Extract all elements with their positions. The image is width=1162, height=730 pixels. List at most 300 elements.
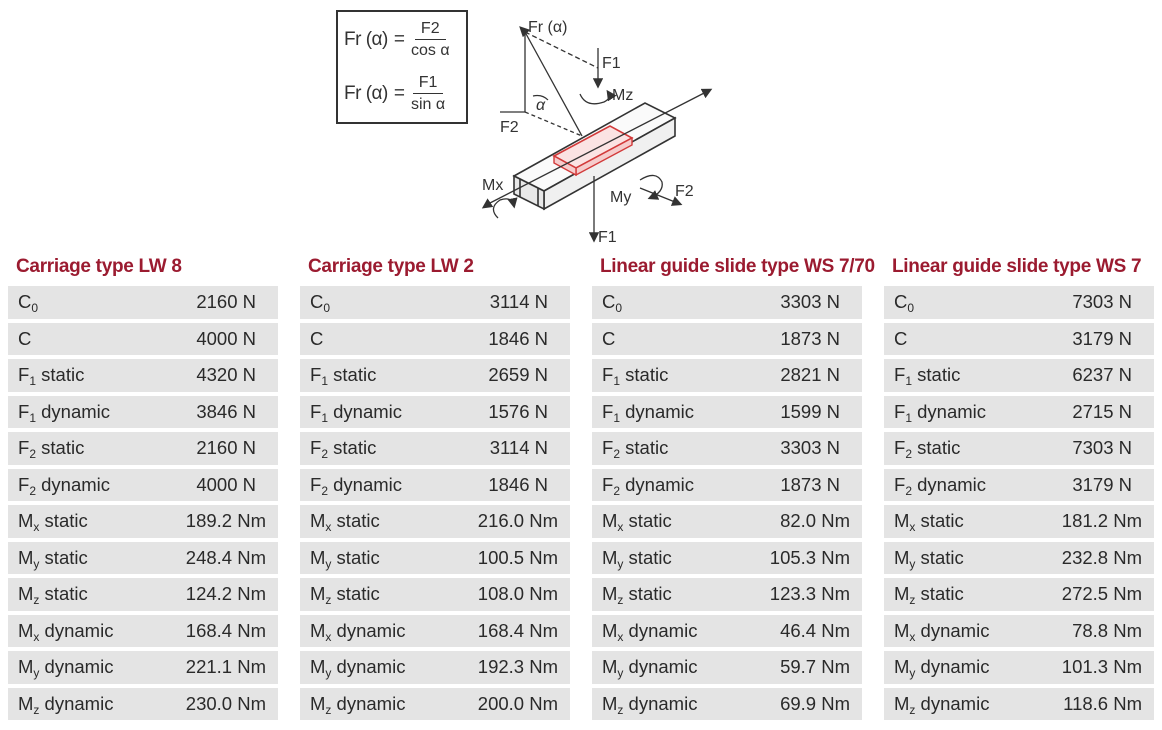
- label-qualifier: static: [620, 364, 669, 386]
- label-symbol: M: [310, 656, 326, 678]
- mz-rotation-arrow: [580, 92, 609, 104]
- label-subscript: 1: [29, 410, 36, 425]
- row-label: [300, 620, 450, 642]
- row-label: [592, 656, 742, 681]
- table-row: [884, 323, 1154, 356]
- label-subscript: y: [33, 556, 40, 571]
- label-qualifier: static: [328, 364, 377, 386]
- column-title: Carriage type LW 2: [308, 256, 474, 277]
- label-subscript: 2: [613, 483, 620, 498]
- row-label: [884, 364, 1034, 389]
- label-symbol: M: [602, 619, 618, 641]
- table-row: [8, 688, 278, 721]
- row-label: [8, 583, 158, 608]
- label-symbol: M: [18, 583, 34, 605]
- table-row: [884, 432, 1154, 465]
- row-label: [8, 620, 158, 642]
- row-label: [592, 547, 742, 569]
- table-row: [592, 359, 862, 392]
- row-value: 1873 N: [780, 327, 840, 349]
- row-label: [884, 656, 1034, 681]
- row-label: [300, 328, 450, 350]
- table-row: [300, 688, 570, 721]
- label-symbol: C: [18, 327, 32, 349]
- row-value: 3114 N: [489, 437, 548, 459]
- formula-lhs: Fr (α): [344, 29, 388, 50]
- table-row: [884, 469, 1154, 502]
- label-subscript: 1: [613, 374, 620, 389]
- row-label: [8, 291, 158, 316]
- row-label: [8, 437, 158, 462]
- row-label: [8, 547, 158, 569]
- table-row: [300, 359, 570, 392]
- label-symbol: M: [310, 510, 326, 532]
- label-qualifier: static: [36, 364, 85, 386]
- label-qualifier: static: [331, 583, 380, 605]
- label-qualifier: static: [915, 583, 964, 605]
- row-label: [8, 364, 158, 389]
- label-symbol: C: [602, 327, 616, 349]
- label-subscript: 2: [321, 447, 328, 462]
- label-qualifier: dynamic: [328, 473, 403, 495]
- label-subscript: x: [325, 629, 332, 644]
- table-row: [8, 469, 278, 502]
- label-symbol: M: [894, 583, 910, 605]
- row-label: [300, 510, 450, 535]
- label-subscript: y: [325, 666, 332, 681]
- label-symbol: M: [310, 546, 326, 568]
- label-subscript: 0: [31, 301, 39, 316]
- label-subscript: x: [33, 520, 40, 535]
- label-symbol: C: [310, 327, 324, 349]
- table-row: [8, 432, 278, 465]
- row-label: [592, 510, 742, 535]
- label-alpha: α: [536, 97, 546, 114]
- label-f1-top: F1: [602, 55, 621, 72]
- spec-column: [300, 254, 570, 724]
- label-symbol: F: [602, 364, 614, 386]
- fraction: [411, 74, 445, 114]
- label-symbol: M: [602, 546, 618, 568]
- row-value: 1599 N: [780, 400, 840, 422]
- row-value: 4000 N: [196, 473, 256, 495]
- label-subscript: 2: [29, 483, 36, 498]
- label-symbol: F: [310, 437, 322, 459]
- label-subscript: 1: [29, 374, 36, 389]
- label-qualifier: dynamic: [331, 619, 406, 641]
- label-qualifier: static: [39, 583, 88, 605]
- label-qualifier: dynamic: [912, 473, 987, 495]
- row-value: 2821 N: [780, 364, 840, 386]
- row-label: [884, 474, 1034, 496]
- table-row: [884, 651, 1154, 684]
- row-value: 4320 N: [196, 364, 256, 386]
- table-row: [592, 323, 862, 356]
- table-row: [592, 396, 862, 429]
- label-subscript: z: [909, 702, 916, 717]
- row-value: 108.0 Nm: [477, 583, 558, 605]
- label-symbol: M: [602, 692, 618, 714]
- label-qualifier: dynamic: [620, 400, 695, 422]
- row-label: [8, 474, 158, 496]
- row-label: [884, 547, 1034, 569]
- label-subscript: y: [909, 666, 916, 681]
- label-qualifier: dynamic: [915, 619, 990, 641]
- table-row: [884, 505, 1154, 538]
- row-label: [300, 437, 450, 462]
- label-qualifier: dynamic: [912, 400, 987, 422]
- row-value: 216.0 Nm: [477, 510, 558, 532]
- column-title: Carriage type LW 8: [16, 256, 182, 277]
- label-mx: Mx: [482, 177, 504, 194]
- row-label: [592, 620, 742, 642]
- table-row: [592, 651, 862, 684]
- label-qualifier: static: [39, 546, 88, 568]
- row-label: [592, 474, 742, 496]
- row-value: 181.2 Nm: [1061, 510, 1142, 532]
- table-row: [300, 542, 570, 575]
- table-row: [300, 396, 570, 429]
- label-my: My: [610, 189, 632, 206]
- row-value: 230.0 Nm: [185, 692, 266, 714]
- row-label: [300, 364, 450, 389]
- table-row: [8, 651, 278, 684]
- label-symbol: M: [894, 692, 910, 714]
- row-label: [8, 510, 158, 535]
- label-symbol: M: [310, 583, 326, 605]
- row-value: 118.6 Nm: [1063, 692, 1142, 714]
- row-value: 3303 N: [780, 437, 840, 459]
- label-subscript: 1: [613, 410, 620, 425]
- label-qualifier: static: [328, 437, 377, 459]
- table-row: [592, 615, 862, 648]
- label-subscript: x: [617, 520, 624, 535]
- table-row: [300, 615, 570, 648]
- row-label: [8, 328, 158, 350]
- table-row: [884, 615, 1154, 648]
- row-label: [300, 291, 450, 316]
- label-qualifier: static: [620, 437, 669, 459]
- formula-line-cos: [344, 16, 462, 64]
- label-subscript: x: [909, 629, 916, 644]
- label-symbol: F: [894, 473, 906, 495]
- table-row: [8, 505, 278, 538]
- table-row: [884, 542, 1154, 575]
- label-qualifier: dynamic: [39, 656, 114, 678]
- row-label: [884, 620, 1034, 642]
- row-value: 124.2 Nm: [185, 583, 266, 605]
- label-symbol: F: [602, 437, 614, 459]
- label-subscript: 0: [323, 301, 331, 316]
- fraction: [411, 20, 450, 60]
- table-row: [884, 359, 1154, 392]
- label-subscript: z: [33, 702, 40, 717]
- table-row: [300, 432, 570, 465]
- row-value: 69.9 Nm: [780, 692, 850, 714]
- row-value: 2715 N: [1072, 400, 1132, 422]
- label-qualifier: dynamic: [620, 473, 695, 495]
- row-value: 100.5 Nm: [477, 546, 558, 568]
- label-subscript: z: [325, 702, 332, 717]
- table-row: [300, 505, 570, 538]
- row-value: 2160 N: [196, 437, 256, 459]
- fraction-numerator: F1: [413, 74, 444, 94]
- table-row: [592, 578, 862, 611]
- table-row: [300, 578, 570, 611]
- label-symbol: M: [18, 619, 34, 641]
- row-label: [884, 693, 1034, 715]
- row-label: [300, 401, 450, 423]
- label-symbol: F: [310, 473, 322, 495]
- table-row: [8, 359, 278, 392]
- table-row: [8, 396, 278, 429]
- label-qualifier: static: [912, 437, 961, 459]
- row-label: [8, 401, 158, 423]
- label-symbol: F: [310, 364, 322, 386]
- table-row: [300, 469, 570, 502]
- label-symbol: F: [602, 473, 614, 495]
- table-row: [592, 505, 862, 538]
- row-label: [300, 547, 450, 569]
- label-qualifier: dynamic: [331, 656, 406, 678]
- equals-sign: =: [393, 83, 405, 104]
- label-qualifier: static: [915, 546, 964, 568]
- label-subscript: x: [617, 629, 624, 644]
- row-value: 1873 N: [780, 473, 840, 495]
- table-row: [884, 578, 1154, 611]
- row-value: 3179 N: [1072, 327, 1132, 349]
- label-subscript: 1: [321, 374, 328, 389]
- label-subscript: 1: [905, 410, 912, 425]
- table-row: [884, 396, 1154, 429]
- label-qualifier: dynamic: [915, 656, 990, 678]
- row-value: 168.4 Nm: [477, 619, 558, 641]
- label-subscript: z: [909, 593, 916, 608]
- label-subscript: y: [325, 556, 332, 571]
- label-qualifier: dynamic: [328, 400, 403, 422]
- row-value: 2160 N: [196, 291, 256, 313]
- label-subscript: z: [617, 702, 624, 717]
- table-row: [884, 688, 1154, 721]
- label-qualifier: dynamic: [623, 692, 698, 714]
- label-subscript: x: [33, 629, 40, 644]
- label-qualifier: static: [36, 437, 85, 459]
- label-symbol: M: [602, 510, 618, 532]
- row-value: 2659 N: [488, 364, 548, 386]
- label-qualifier: dynamic: [331, 692, 406, 714]
- row-value: 123.3 Nm: [769, 583, 850, 605]
- label-symbol: M: [894, 619, 910, 641]
- row-label: [884, 437, 1034, 462]
- label-subscript: z: [617, 593, 624, 608]
- table-row: [8, 286, 278, 319]
- table-row: [8, 578, 278, 611]
- row-label: [592, 364, 742, 389]
- label-symbol: M: [18, 656, 34, 678]
- row-label: [300, 583, 450, 608]
- label-symbol: F: [310, 400, 322, 422]
- label-qualifier: static: [331, 546, 380, 568]
- spec-column: [884, 254, 1154, 724]
- table-row: [300, 651, 570, 684]
- fraction-denominator: cos α: [410, 42, 450, 59]
- row-value: 4000 N: [196, 327, 256, 349]
- row-label: [884, 583, 1034, 608]
- label-symbol: C: [18, 291, 32, 313]
- label-qualifier: static: [623, 510, 672, 532]
- label-qualifier: static: [623, 583, 672, 605]
- label-subscript: 1: [905, 374, 912, 389]
- label-subscript: 2: [29, 447, 36, 462]
- row-value: 1846 N: [488, 473, 548, 495]
- row-label: [884, 291, 1034, 316]
- table-row: [8, 323, 278, 356]
- row-value: 248.4 Nm: [185, 546, 266, 568]
- label-symbol: C: [894, 291, 908, 313]
- row-value: 3179 N: [1072, 473, 1132, 495]
- label-qualifier: static: [623, 546, 672, 568]
- label-subscript: x: [909, 520, 916, 535]
- label-subscript: 2: [613, 447, 620, 462]
- spec-column: [592, 254, 875, 724]
- row-value: 3846 N: [196, 400, 256, 422]
- row-label: [884, 328, 1034, 350]
- formula-box: [336, 10, 468, 124]
- table-row: [592, 286, 862, 319]
- label-subscript: 2: [321, 483, 328, 498]
- table-row: [8, 542, 278, 575]
- label-qualifier: dynamic: [623, 619, 698, 641]
- label-symbol: C: [602, 291, 616, 313]
- label-symbol: F: [18, 364, 30, 386]
- label-symbol: F: [894, 364, 906, 386]
- label-subscript: y: [617, 556, 624, 571]
- label-subscript: z: [325, 593, 332, 608]
- row-label: [884, 401, 1034, 423]
- label-fr: Fr (α): [528, 19, 568, 36]
- label-symbol: M: [18, 692, 34, 714]
- label-qualifier: dynamic: [39, 619, 114, 641]
- label-f1-bottom: F1: [598, 229, 617, 246]
- row-value: 232.8 Nm: [1061, 546, 1142, 568]
- row-label: [300, 693, 450, 715]
- row-value: 272.5 Nm: [1061, 583, 1142, 605]
- label-qualifier: dynamic: [36, 473, 111, 495]
- label-symbol: C: [894, 327, 908, 349]
- label-symbol: F: [18, 473, 30, 495]
- label-qualifier: dynamic: [39, 692, 114, 714]
- table-row: [592, 432, 862, 465]
- spec-column: [8, 254, 278, 724]
- label-symbol: F: [18, 437, 30, 459]
- row-label: [884, 510, 1034, 535]
- label-symbol: M: [894, 656, 910, 678]
- label-qualifier: dynamic: [623, 656, 698, 678]
- row-value: 1846 N: [488, 327, 548, 349]
- label-symbol: M: [310, 692, 326, 714]
- label-subscript: z: [33, 593, 40, 608]
- label-qualifier: dynamic: [36, 400, 111, 422]
- spec-table: [8, 286, 278, 720]
- label-symbol: F: [894, 437, 906, 459]
- label-subscript: 2: [905, 483, 912, 498]
- row-label: [592, 328, 742, 350]
- row-value: 7303 N: [1072, 291, 1132, 313]
- row-label: [592, 291, 742, 316]
- row-value: 101.3 Nm: [1061, 656, 1142, 678]
- label-subscript: y: [33, 666, 40, 681]
- formula-lhs: Fr (α): [344, 83, 388, 104]
- fraction-numerator: F2: [415, 20, 446, 40]
- mx-rotation-arrow: [493, 199, 514, 218]
- row-value: 6237 N: [1072, 364, 1132, 386]
- spec-table: [884, 286, 1154, 720]
- label-qualifier: static: [331, 510, 380, 532]
- equals-sign: =: [393, 29, 405, 50]
- row-value: 221.1 Nm: [185, 656, 266, 678]
- row-label: [592, 693, 742, 715]
- table-row: [300, 286, 570, 319]
- label-symbol: C: [310, 291, 324, 313]
- label-subscript: 2: [905, 447, 912, 462]
- table-row: [8, 615, 278, 648]
- row-value: 46.4 Nm: [780, 619, 850, 641]
- label-symbol: F: [18, 400, 30, 422]
- label-symbol: M: [894, 510, 910, 532]
- table-row: [592, 542, 862, 575]
- row-label: [300, 474, 450, 496]
- table-row: [592, 688, 862, 721]
- label-f2-left: F2: [500, 119, 519, 136]
- label-subscript: 0: [907, 301, 915, 316]
- label-symbol: M: [602, 656, 618, 678]
- row-value: 59.7 Nm: [780, 656, 850, 678]
- label-f2-right: F2: [675, 183, 694, 200]
- label-symbol: M: [894, 546, 910, 568]
- row-label: [592, 401, 742, 423]
- row-value: 3114 N: [489, 291, 548, 313]
- row-label: [8, 656, 158, 681]
- row-value: 192.3 Nm: [477, 656, 558, 678]
- column-title: Linear guide slide type WS 7: [892, 256, 1142, 277]
- label-qualifier: static: [39, 510, 88, 532]
- label-qualifier: static: [912, 364, 961, 386]
- table-row: [884, 286, 1154, 319]
- column-title: Linear guide slide type WS 7/70: [600, 256, 875, 277]
- row-value: 3303 N: [780, 291, 840, 313]
- label-mz: Mz: [612, 87, 634, 104]
- label-subscript: 1: [321, 410, 328, 425]
- label-symbol: M: [18, 546, 34, 568]
- label-subscript: y: [909, 556, 916, 571]
- row-value: 1576 N: [488, 400, 548, 422]
- row-value: 7303 N: [1072, 437, 1132, 459]
- label-symbol: F: [894, 400, 906, 422]
- label-symbol: M: [18, 510, 34, 532]
- row-label: [592, 583, 742, 608]
- row-value: 200.0 Nm: [477, 692, 558, 714]
- table-row: [300, 323, 570, 356]
- row-label: [300, 656, 450, 681]
- row-value: 168.4 Nm: [185, 619, 266, 641]
- label-subscript: x: [325, 520, 332, 535]
- label-subscript: 0: [615, 301, 623, 316]
- row-value: 105.3 Nm: [769, 546, 850, 568]
- table-row: [592, 469, 862, 502]
- spec-table: [592, 286, 862, 720]
- force-diagram: [470, 8, 730, 248]
- fraction-denominator: sin α: [410, 96, 446, 113]
